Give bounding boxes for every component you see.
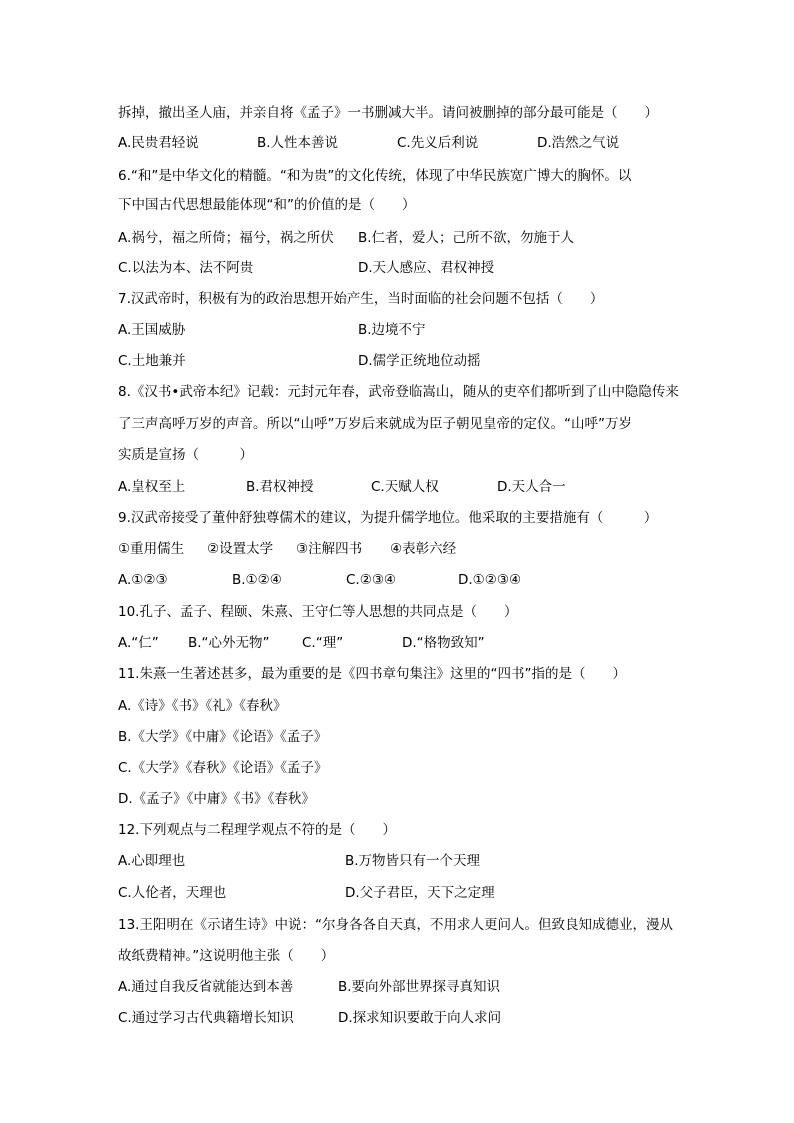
option-d: D.父子君臣，天下之定理 xyxy=(345,885,495,901)
question-13-stem: 故纸费精神。”这说明他主张（ ） xyxy=(118,948,335,964)
option-a: A.心即理也 xyxy=(118,853,186,869)
option-b: B.君权神授 xyxy=(246,479,314,495)
option-a: A.①②③ xyxy=(118,572,168,588)
option-a: A.王国威胁 xyxy=(118,322,186,338)
option-b: B.边境不宁 xyxy=(358,322,426,338)
option-d: D.“格物致知” xyxy=(402,635,485,651)
question-12-stem: 12.下列观点与二程理学观点不符的是（ ） xyxy=(118,822,396,838)
question-7-stem: 7.汉武帝时，积极有为的政治思想开始产生，当时面临的社会问题不包括（ ） xyxy=(118,291,604,307)
option-b: B.仁者，爱人；己所不欲，勿施于人 xyxy=(358,230,575,246)
option-c: C.“理” xyxy=(302,635,344,651)
option-d: D.儒学正统地位动摇 xyxy=(358,353,481,369)
option-a: A.民贵君轻说 xyxy=(118,135,199,151)
statement-3: ③注解四书 xyxy=(296,541,363,557)
option-c: C.先义后利说 xyxy=(397,135,479,151)
question-8-stem: 了三声高呼万岁的声音。所以“山呼”万岁后来就成为臣子朝见皇帝的定仪。“山呼”万岁 xyxy=(118,416,632,432)
option-a: A.“仁” xyxy=(118,635,159,651)
statement-4: ④表彰六经 xyxy=(390,541,457,557)
option-c: C.②③④ xyxy=(346,572,397,588)
option-c: C.人伦者，天理也 xyxy=(118,885,227,901)
option-d: D.天人感应、君权神授 xyxy=(358,260,495,276)
option-d: D.浩然之气说 xyxy=(537,135,620,151)
option-c: C.以法为本、法不阿贵 xyxy=(118,260,254,276)
statement-1: ①重用儒生 xyxy=(118,541,185,557)
option-c: C.天赋人权 xyxy=(371,479,439,495)
option-b: B.①②④ xyxy=(232,572,282,588)
option-c: C.《大学》《春秋》《论语》《孟子》 xyxy=(118,760,328,776)
question-8-stem: 8.《汉书•武帝本纪》记载：元封元年春，武帝登临嵩山，随从的吏卒们都听到了山中隐隐传来 xyxy=(118,384,679,400)
option-b: B.要向外部世界探寻真知识 xyxy=(338,979,501,995)
option-c: C.土地兼并 xyxy=(118,353,186,369)
option-a: A.皇权至上 xyxy=(118,479,186,495)
question-6-stem: 下中国古代思想最能体现“和”的价值的是（ ） xyxy=(118,197,416,213)
question-11-stem: 11.朱熹一生著述甚多，最为重要的是《四书章句集注》这里的“四书”指的是（ ） xyxy=(118,666,626,682)
option-d: D.探求知识要敢于向人求问 xyxy=(338,1010,502,1026)
question-10-stem: 10.孔子、孟子、程颐、朱熹、王守仁等人思想的共同点是（ ） xyxy=(118,604,518,620)
option-c: C.通过学习古代典籍增长知识 xyxy=(118,1010,294,1026)
option-a: A.祸兮，福之所倚；福兮，祸之所伏 xyxy=(118,230,334,246)
option-a: A.通过自我反省就能达到本善 xyxy=(118,979,294,995)
option-b: B.“心外无物” xyxy=(188,635,270,651)
statement-2: ②设置太学 xyxy=(207,541,274,557)
question-8-stem: 实质是宣扬（ ） xyxy=(118,447,253,463)
option-d: D.天人合一 xyxy=(497,479,566,495)
question-5-stem: 拆掉，撤出圣人庙，并亲自将《孟子》一书删减大半。请问被删掉的部分最可能是（ ） xyxy=(118,105,658,121)
option-b: B.人性本善说 xyxy=(257,135,339,151)
option-d: D.《孟子》《中庸》《书》《春秋》 xyxy=(118,791,315,807)
question-6-stem: 6.“和”是中华文化的精髓。“和为贵”的文化传统，体现了中华民族宽广博大的胸怀。以 xyxy=(118,168,632,184)
option-d: D.①②③④ xyxy=(458,572,522,588)
question-13-stem: 13.王阳明在《示诸生诗》中说：“尔身各各自天真，不用求人更问人。但致良知成德业，漫从 xyxy=(118,917,673,933)
option-b: B.《大学》《中庸》《论语》《孟子》 xyxy=(118,729,328,745)
option-a: A.《诗》《书》《礼》《春秋》 xyxy=(118,698,287,714)
option-b: B.万物皆只有一个天理 xyxy=(345,853,481,869)
question-9-stem: 9.汉武帝接受了董仲舒独尊儒术的建议，为提升儒学地位。他采取的主要措施有（ ） xyxy=(118,510,658,526)
